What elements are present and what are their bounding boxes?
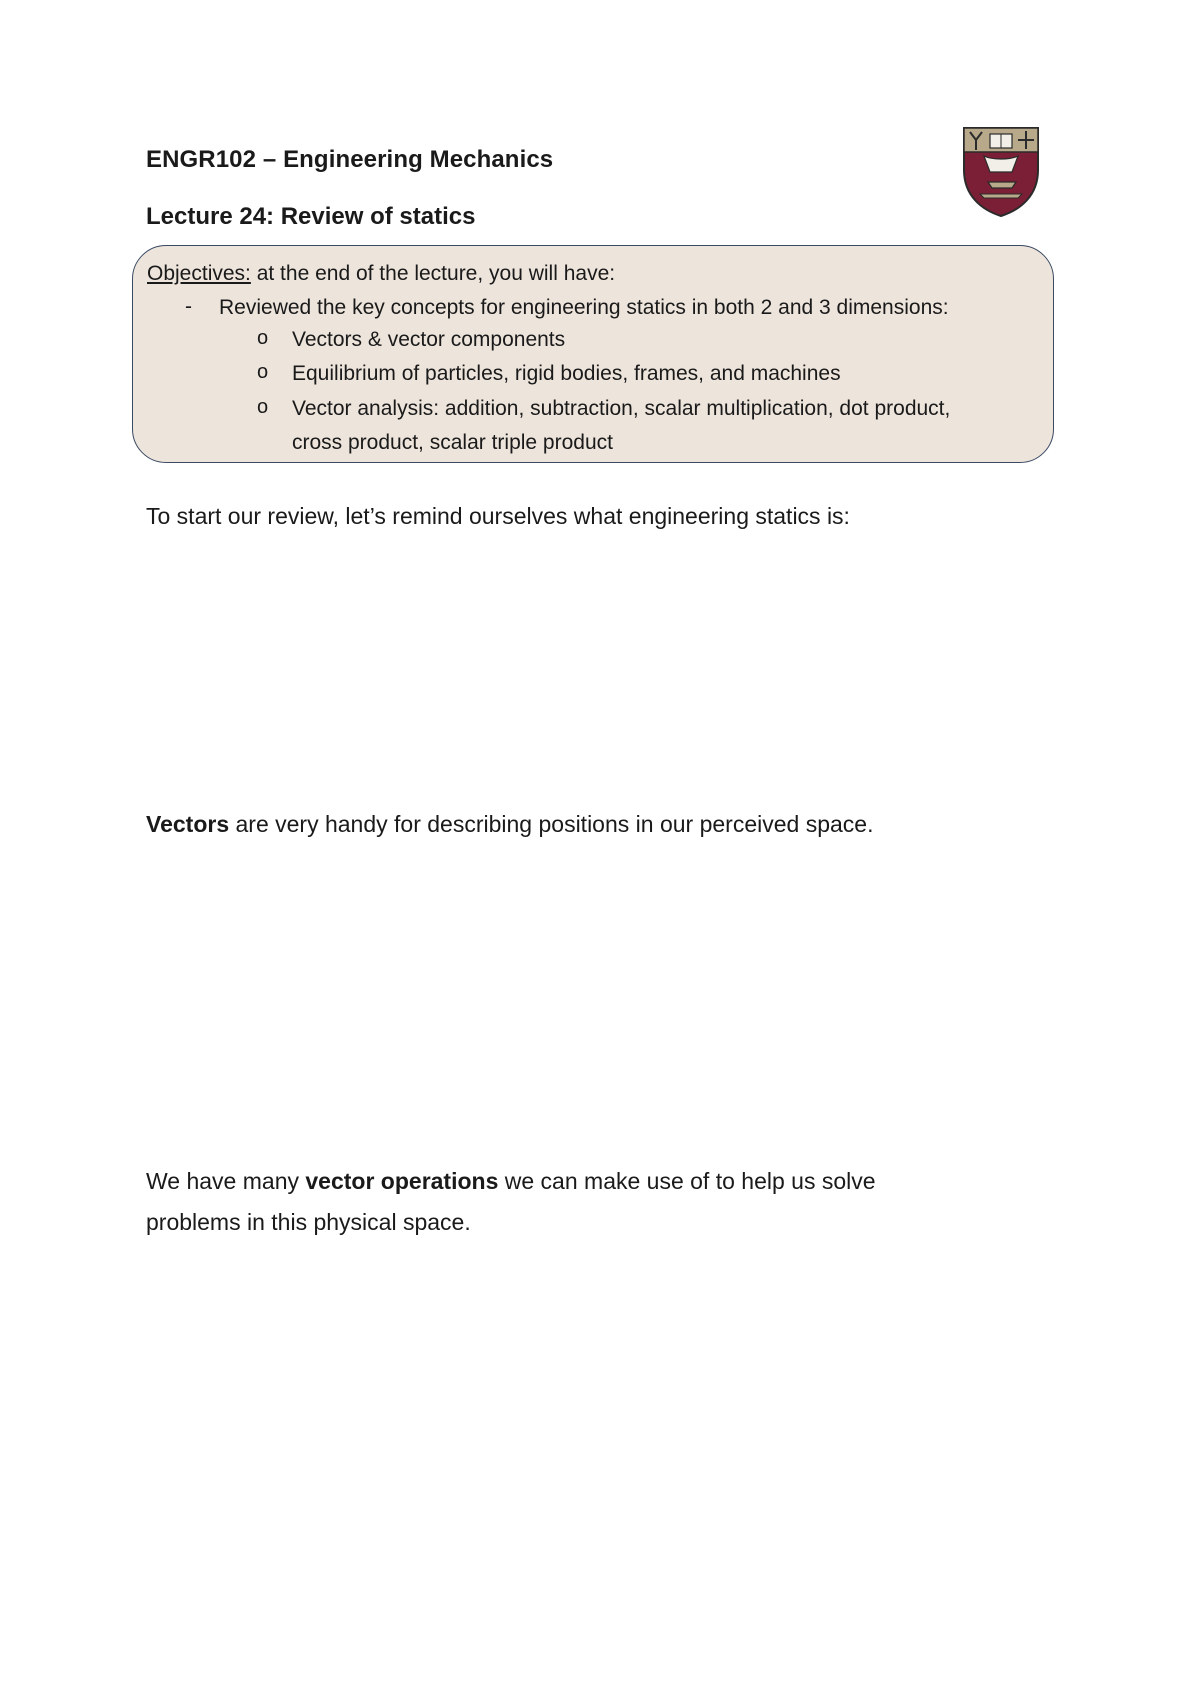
objective-main-item: Reviewed the key concepts for engineering statics in both 2 and 3 dimensions:	[219, 296, 949, 319]
objectives-label: Objectives:	[147, 262, 251, 285]
objective-sub-item: Vector analysis: addition, subtraction, scalar multiplication, dot product,	[292, 397, 951, 420]
ops-text-start: We have many	[146, 1168, 306, 1194]
vector-operations-paragraph	[146, 1161, 1046, 1243]
ops-text-rest: we can make use of to help us solve	[498, 1168, 876, 1194]
sub-bullet-marker: o	[257, 361, 269, 383]
university-crest-icon	[962, 126, 1040, 218]
objectives-intro-text: at the end of the lecture, you will have:	[250, 262, 616, 285]
objectives-box	[132, 245, 1054, 463]
course-title: ENGR102 – Engineering Mechanics	[146, 146, 554, 173]
vectors-paragraph	[146, 804, 1046, 845]
vector-operations-term: vector operations	[305, 1168, 499, 1194]
ops-text-line2: problems in this physical space.	[146, 1209, 471, 1235]
objective-sub-item: Equilibrium of particles, rigid bodies, frames, and machines	[292, 362, 841, 385]
dash-bullet: -	[185, 295, 192, 318]
objective-sub-item: Vectors & vector components	[292, 328, 566, 351]
lecture-title: Lecture 24: Review of statics	[146, 203, 476, 230]
vectors-text: are very handy for describing positions in our perceived space.	[229, 811, 874, 837]
objective-sub-item-continued: cross product, scalar triple product	[292, 431, 613, 454]
sub-bullet-marker: o	[257, 327, 269, 349]
objectives-intro	[147, 261, 615, 287]
intro-paragraph: To start our review, let’s remind ourselves what engineering statics is:	[146, 503, 850, 529]
vectors-term: Vectors	[146, 811, 230, 837]
sub-bullet-marker: o	[257, 396, 269, 418]
